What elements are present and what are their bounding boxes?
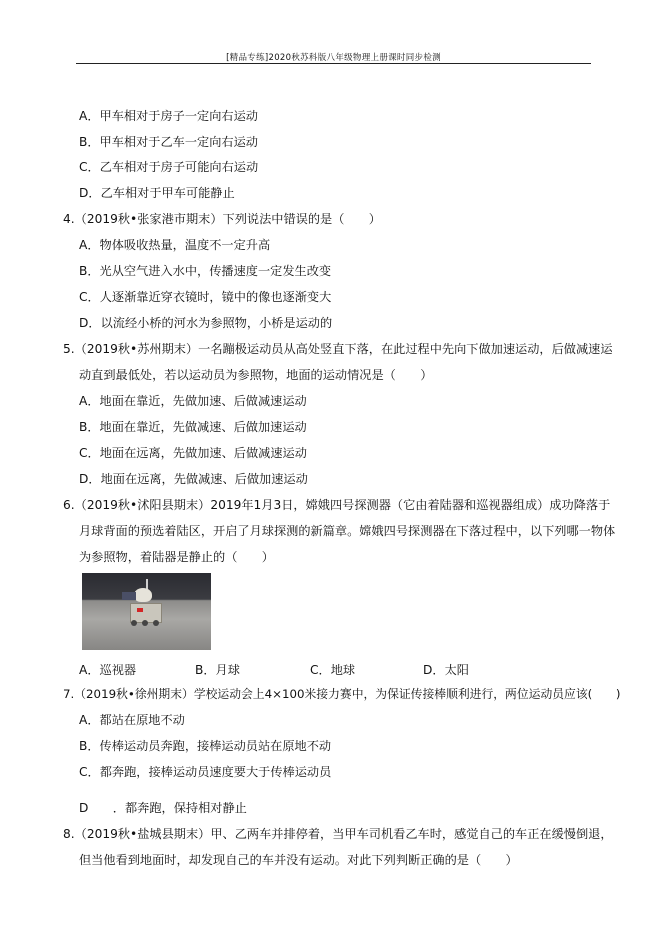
- q8-stem-line1: 8.（2019秋•盐城县期末）甲、乙两车并排停着，当甲车司机看乙车时，感觉自己的车正在缓慢倒退，: [63, 827, 613, 841]
- q7-stem: 7.（2019秋•徐州期末）学校运动会上4×100米接力赛中，为保证传接棒顺利进行，两位运动员应该( ): [63, 687, 621, 701]
- q5-option-c: C．地面在远离，先做加速、后做减速运动: [79, 446, 307, 460]
- q6-option-c: C．地球: [310, 663, 356, 677]
- q3-option-b: B．甲车相对于乙车一定向右运动: [79, 135, 258, 149]
- q6-stem-line1: 6.（2019秋•沭阳县期末）2019年1月3日，嫦娥四号探测器（它由着陆器和巡视器组成）成功降落于: [63, 498, 611, 512]
- q5-option-b: B．地面在靠近，先做减速、后做加速运动: [79, 420, 307, 434]
- q3-option-a: A．甲车相对于房子一定向右运动: [79, 109, 258, 123]
- q6-option-d: D．太阳: [423, 663, 469, 677]
- q4-option-a: A．物体吸收热量，温度不一定升高: [79, 238, 271, 252]
- page-header: [精品专练]2020秋苏科版八年级物理上册课时同步检测: [226, 53, 441, 63]
- lunar-rover-photo: [82, 573, 211, 650]
- q3-option-c: C．乙车相对于房子可能向右运动: [79, 160, 259, 174]
- q4-option-b: B．光从空气进入水中，传播速度一定发生改变: [79, 264, 332, 278]
- q8-stem-line2: 但当他看到地面时，却发现自己的车并没有运动。对此下列判断正确的是（ ）: [79, 853, 518, 867]
- q7-option-a: A．都站在原地不动: [79, 713, 185, 727]
- q5-option-d: D．地面在远离，先做减速、后做加速运动: [79, 472, 308, 486]
- q7-option-c: C．都奔跑，接棒运动员速度要大于传棒运动员: [79, 765, 332, 779]
- q6-option-b: B．月球: [195, 663, 240, 677]
- q7-option-d: D ．都奔跑，保持相对静止: [79, 801, 247, 815]
- q6-stem-line3: 为参照物，着陆器是静止的（ ）: [79, 550, 274, 564]
- q4-option-d: D．以流经小桥的河水为参照物，小桥是运动的: [79, 316, 333, 330]
- q4-stem: 4.（2019秋•张家港市期末）下列说法中错误的是（ ）: [63, 212, 381, 226]
- q4-option-c: C．人逐渐靠近穿衣镜时，镜中的像也逐渐变大: [79, 290, 332, 304]
- q7-option-b: B．传棒运动员奔跑，接棒运动员站在原地不动: [79, 739, 332, 753]
- q3-option-d: D．乙车相对于甲车可能静止: [79, 186, 235, 200]
- q6-option-a: A．巡视器: [79, 663, 137, 677]
- header-rule: [76, 63, 591, 64]
- q5-stem-line2: 动直到最低处，若以运动员为参照物，地面的运动情况是（ ）: [79, 368, 433, 382]
- q5-stem-line1: 5.（2019秋•苏州期末）一名蹦极运动员从高处竖直下落，在此过程中先向下做加速运动，后做减速运: [63, 342, 613, 356]
- q6-stem-line2: 月球背面的预选着陆区，开启了月球探测的新篇章。嫦娥四号探测器在下落过程中，以下列哪一物体: [79, 524, 616, 538]
- q5-option-a: A．地面在靠近，先做加速、后做减速运动: [79, 394, 307, 408]
